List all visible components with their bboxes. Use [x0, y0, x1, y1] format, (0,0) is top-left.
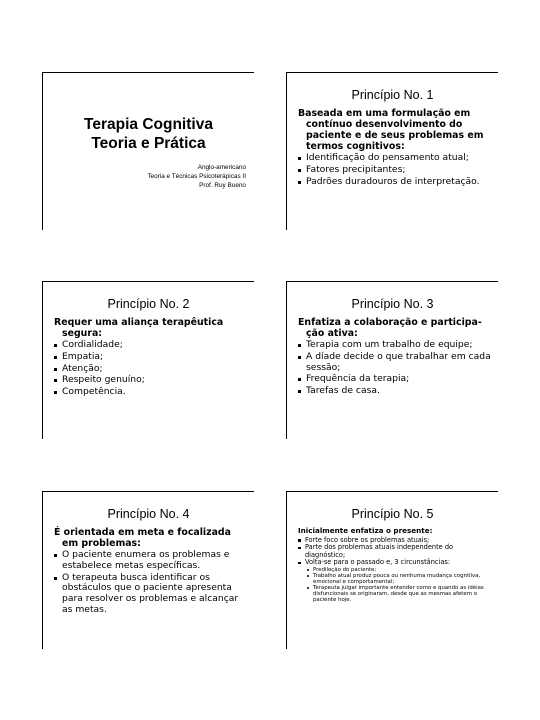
- bullet-item: [54, 352, 248, 363]
- bullet-square-icon: [298, 562, 301, 565]
- bullet-item: [54, 364, 248, 375]
- slide-title: Princípio No. 2: [107, 297, 190, 311]
- bullet-dot-icon: [307, 587, 309, 589]
- bullet-item: [298, 153, 492, 164]
- bullet-square-icon: [54, 368, 57, 371]
- bullet-square-icon: [54, 554, 57, 557]
- bullet-item: [54, 387, 248, 398]
- presentation-title: [43, 115, 254, 153]
- bullet-item: [54, 573, 248, 616]
- bullet-square-icon: [54, 356, 57, 359]
- bullet-item: [54, 340, 248, 351]
- sub-bullet-item: [307, 573, 492, 585]
- slide-lead: Inicialmente enfatiza o presente:: [298, 526, 433, 535]
- bullet-text: A díade decide o que trabalhar em cada sessão;: [306, 350, 491, 373]
- bullet-text: Identificação do pensamento atual;: [306, 152, 469, 163]
- bullet-square-icon: [298, 344, 301, 347]
- slide-lead: Baseada em uma formulação em contínuo desenvolvimento do paciente e de seus problemas em termos cognitivos:: [298, 108, 484, 152]
- bullet-text: Padrões duradouros de interpretação.: [306, 175, 480, 187]
- slide-title: Princípio No. 4: [107, 507, 190, 521]
- bullet-square-icon: [298, 390, 301, 393]
- bullet-square-icon: [298, 169, 301, 172]
- credits: [147, 163, 246, 190]
- slide-lead: Requer uma aliança terapêutica segura:: [54, 317, 224, 339]
- bullet-square-icon: [298, 157, 301, 160]
- bullet-text: O paciente enumera os problemas e estabelece metas específicas.: [62, 549, 230, 571]
- bullet-text: O terapeuta busca identificar os obstáculos que o paciente apresenta para resolver os problemas e alcançar as metas.: [62, 571, 239, 615]
- bullet-text: Frequência da terapia;: [306, 373, 410, 385]
- bullet-text: Atenção;: [62, 362, 103, 374]
- title-line-2: Teoria e Prática: [91, 135, 206, 152]
- slide-principio-2: [42, 281, 254, 439]
- slide-principio-3: [286, 281, 498, 439]
- bullet-square-icon: [298, 539, 301, 542]
- bullet-item: [298, 559, 492, 567]
- bullet-text: Competência.: [62, 386, 126, 398]
- sub-bullet-text: Terapeuta julgar importante entender como e quando as idéias disfuncionais se originaram, desde que as mesmas afetem o paciente hoje.: [313, 585, 484, 604]
- credit-line: Prof. Ruy Bueno: [199, 182, 246, 189]
- title-line-1: Terapia Cognitiva: [84, 116, 213, 133]
- sub-bullet-item: [307, 585, 492, 603]
- bullet-square-icon: [54, 577, 57, 580]
- bullet-text: Parte dos problemas atuais independente do diagnóstico;: [305, 543, 454, 559]
- bullet-item: [298, 352, 492, 374]
- bullet-item: [54, 375, 248, 386]
- bullet-square-icon: [54, 379, 57, 382]
- bullet-item: [54, 550, 248, 572]
- slide-title: Princípio No. 1: [351, 88, 434, 102]
- bullet-text: Respeito genuíno;: [62, 374, 145, 386]
- bullet-text: Terapia com um trabalho de equipe;: [306, 339, 473, 350]
- slide-title: Princípio No. 5: [351, 507, 434, 521]
- bullet-text: Cordialidade;: [62, 339, 123, 350]
- bullet-square-icon: [54, 344, 57, 347]
- bullet-item: [298, 386, 492, 397]
- bullet-square-icon: [298, 356, 301, 359]
- slide-principio-1: [286, 72, 498, 230]
- bullet-square-icon: [298, 378, 301, 381]
- bullet-text: Forte foco sobre os problemas atuais;: [305, 535, 430, 544]
- slide-title: Princípio No. 3: [351, 297, 434, 311]
- bullet-square-icon: [298, 547, 301, 550]
- bullet-text: Fatores precipitantes;: [306, 163, 406, 175]
- credit-line: Anglo-americano: [197, 164, 246, 171]
- slide-principio-4: [42, 491, 254, 649]
- bullet-item: [298, 374, 492, 385]
- bullet-dot-icon: [307, 575, 309, 577]
- bullet-square-icon: [54, 391, 57, 394]
- slide-title-card: [42, 72, 254, 230]
- bullet-item: [298, 177, 492, 188]
- sub-bullet-text: Trabalho atual produz pouca ou nenhuma mudança cognitiva, emocional e comportamental;: [313, 572, 481, 586]
- bullet-item: [298, 544, 492, 559]
- bullet-text: Empatia;: [62, 350, 104, 362]
- bullet-square-icon: [298, 181, 301, 184]
- bullet-item: [298, 165, 492, 176]
- slide-lead: Enfatiza a colaboração e participa-ção ativa:: [298, 317, 482, 339]
- slide-lead: É orientada em meta e focalizada em problemas:: [54, 527, 231, 549]
- credit-line: Teoria e Técnicas Psicoterápicas II: [147, 173, 246, 180]
- sub-bullet-text: Predileção do paciente;: [313, 566, 377, 573]
- slide-principio-5: [286, 491, 498, 649]
- bullet-text: Tarefas de casa.: [306, 385, 380, 397]
- bullet-dot-icon: [307, 569, 309, 571]
- bullet-item: [298, 340, 492, 351]
- bullet-text: Volta-se para o passado e, 3 circunstâncias:: [305, 558, 451, 567]
